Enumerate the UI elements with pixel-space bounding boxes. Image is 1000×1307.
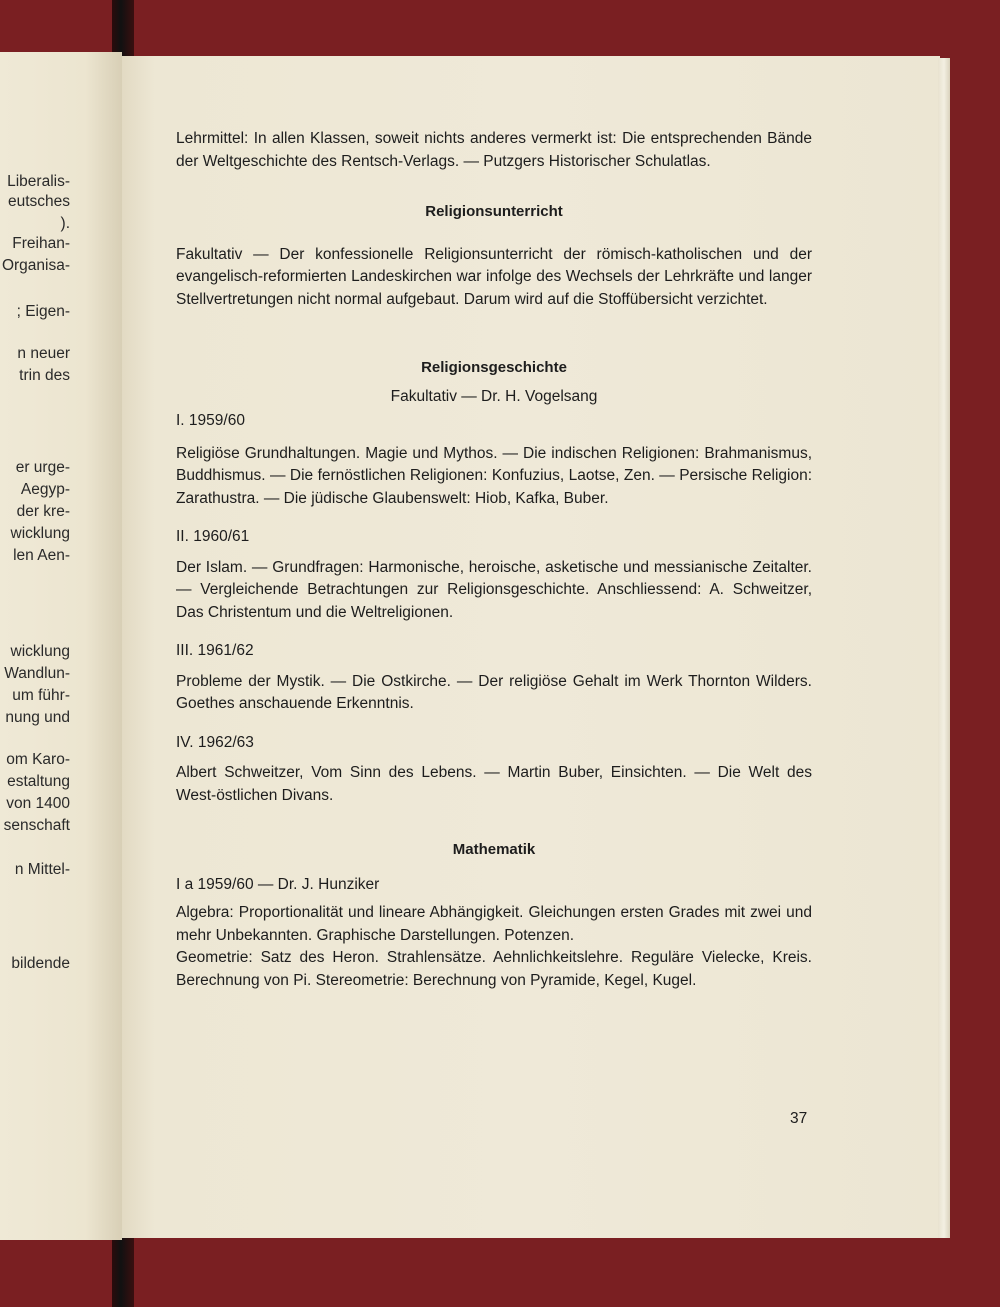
- section-text-2: Der Islam. — Grundfragen: Harmonische, heroische, asketische und messianische Zeitalter. — Vergleichende Betrachtungen zur Religionsgeschichte. Anschliessend: A. Schweitzer, Das Christentum und die Weltreligionen.: [176, 558, 812, 621]
- left-page-fragment: Wandlun-: [4, 665, 70, 682]
- left-page-fragment: Liberalis-: [7, 173, 70, 190]
- left-page-line: [4, 816, 122, 836]
- left-page-line: [4, 664, 122, 684]
- left-page-line: [17, 502, 122, 522]
- page-edge: [938, 58, 950, 1238]
- left-page-line: [11, 642, 122, 662]
- left-page-fragment: senschaft: [3, 817, 70, 834]
- religionsgeschichte-subheading: Fakultativ — Dr. H. Vogelsang: [390, 387, 598, 405]
- left-page-line: [6, 750, 122, 770]
- section-label-4: IV. 1962/63: [176, 733, 254, 751]
- section-text-4: Albert Schweitzer, Vom Sinn des Lebens. — Martin Buber, Einsichten. — Die Welt des West-östlichen Divans.: [176, 764, 812, 804]
- section-label-2: II. 1960/61: [176, 528, 250, 545]
- book-spine-bottom: [112, 1235, 134, 1307]
- section-text-1: Religiöse Grundhaltungen. Magie und Mythos. — Die indischen Religionen: Brahmanismus, Buddhismus. — Die fernöstlichen Religionen: Konfuzius, Laotse, Zen. — Persische Religion: Zarathustra. — Die jüdische Glaubenswelt: Hiob, Kafka, Buber.: [176, 444, 812, 507]
- left-page-fragment: estaltung: [7, 773, 70, 790]
- left-page-line: [7, 772, 122, 792]
- left-page-fragment: um führ-: [12, 687, 70, 704]
- heading-religionsgeschichte: Religionsgeschichte: [421, 359, 567, 376]
- left-page-line: [21, 480, 122, 500]
- heading-mathematik: Mathematik: [452, 841, 536, 858]
- left-page-line: [12, 686, 122, 706]
- religionsunterricht-text: Fakultativ — Der konfessionelle Religionsunterricht der römisch-katholischen und der evangelisch-reformierten Landeskirchen war infolge des Wechsels der Lehrkräfte und langer Stellvertretungen nicht normal aufgebaut. Darum wird auf die Stoffübersicht verzichtet.: [176, 245, 812, 308]
- left-page-line: [2, 256, 122, 276]
- section-label-3: III. 1961/62: [176, 642, 254, 659]
- left-page-fragment: Organisa-: [1, 257, 70, 274]
- page-content: [176, 128, 812, 992]
- mathematik-algebra: Algebra: Proportionalität und lineare Abhängigkeit. Gleichungen ersten Grades mit zwei und mehr Unbekannten. Graphische Darstellungen. Potenzen.: [176, 904, 812, 944]
- left-page-fragment: n Mittel-: [14, 861, 70, 878]
- mathematik-label: I a 1959/60 — Dr. J. Hunziker: [176, 875, 380, 893]
- left-page: [0, 52, 122, 1240]
- left-page-line: [17, 302, 122, 322]
- left-page-line: [6, 794, 122, 814]
- left-page-fragment: bildende: [11, 955, 70, 972]
- left-page-fragment: len Aen-: [13, 547, 70, 564]
- left-page-line: [8, 192, 122, 212]
- left-page-fragment: wicklung: [10, 525, 70, 542]
- section-label-1: I. 1959/60: [176, 412, 245, 429]
- left-page-line: [11, 954, 122, 974]
- left-page-line: [19, 366, 122, 386]
- left-page-fragment: trin des: [19, 367, 70, 384]
- left-page-line: [7, 172, 122, 192]
- left-page-fragment: der kre-: [16, 503, 70, 520]
- left-page-fragment: nung und: [5, 709, 70, 726]
- left-page-line: [12, 234, 122, 254]
- intro-paragraph: Lehrmittel: In allen Klassen, soweit nichts anderes vermerkt ist: Die entsprechenden Bände der Weltgeschichte des Rentsch-Verlags. — Putzgers Historischer Schulatlas.: [176, 130, 812, 170]
- left-page-fragment: eutsches: [7, 193, 70, 210]
- section-text-3: Probleme der Mystik. — Die Ostkirche. — Der religiöse Gehalt im Werk Thornton Wilders. Goethes anschauende Erkenntnis.: [176, 672, 812, 712]
- book-spine-top: [112, 0, 134, 60]
- left-page-line: [17, 344, 122, 364]
- mathematik-geometrie: Geometrie: Satz des Heron. Strahlensätze. Aehnlichkeitslehre. Reguläre Vielecke, Kreis. Berechnung von Pi. Stereometrie: Berechnung von Pyramide, Kegel, Kugel.: [176, 949, 812, 989]
- left-page-fragment: ; Eigen-: [16, 303, 70, 320]
- left-page-line: [16, 458, 122, 478]
- left-page-fragment: er urge-: [15, 459, 70, 476]
- left-page-fragment: von 1400: [6, 795, 70, 812]
- left-page-line: [13, 546, 122, 566]
- left-page-line: [61, 214, 122, 234]
- page-number: 37: [790, 1110, 808, 1127]
- left-page-fragment: om Karo-: [6, 751, 70, 768]
- left-page-line: [11, 524, 122, 544]
- left-page-fragment: Aegyp-: [20, 481, 70, 498]
- heading-religionsunterricht: Religionsunterricht: [425, 203, 563, 220]
- left-page-fragment: wicklung: [10, 643, 70, 660]
- left-page-fragment: Freihan-: [12, 235, 70, 252]
- left-page-line: [5, 708, 122, 728]
- left-page-line: [15, 860, 122, 880]
- left-page-fragment: n neuer: [17, 345, 70, 362]
- left-page-fragment: ).: [60, 215, 70, 232]
